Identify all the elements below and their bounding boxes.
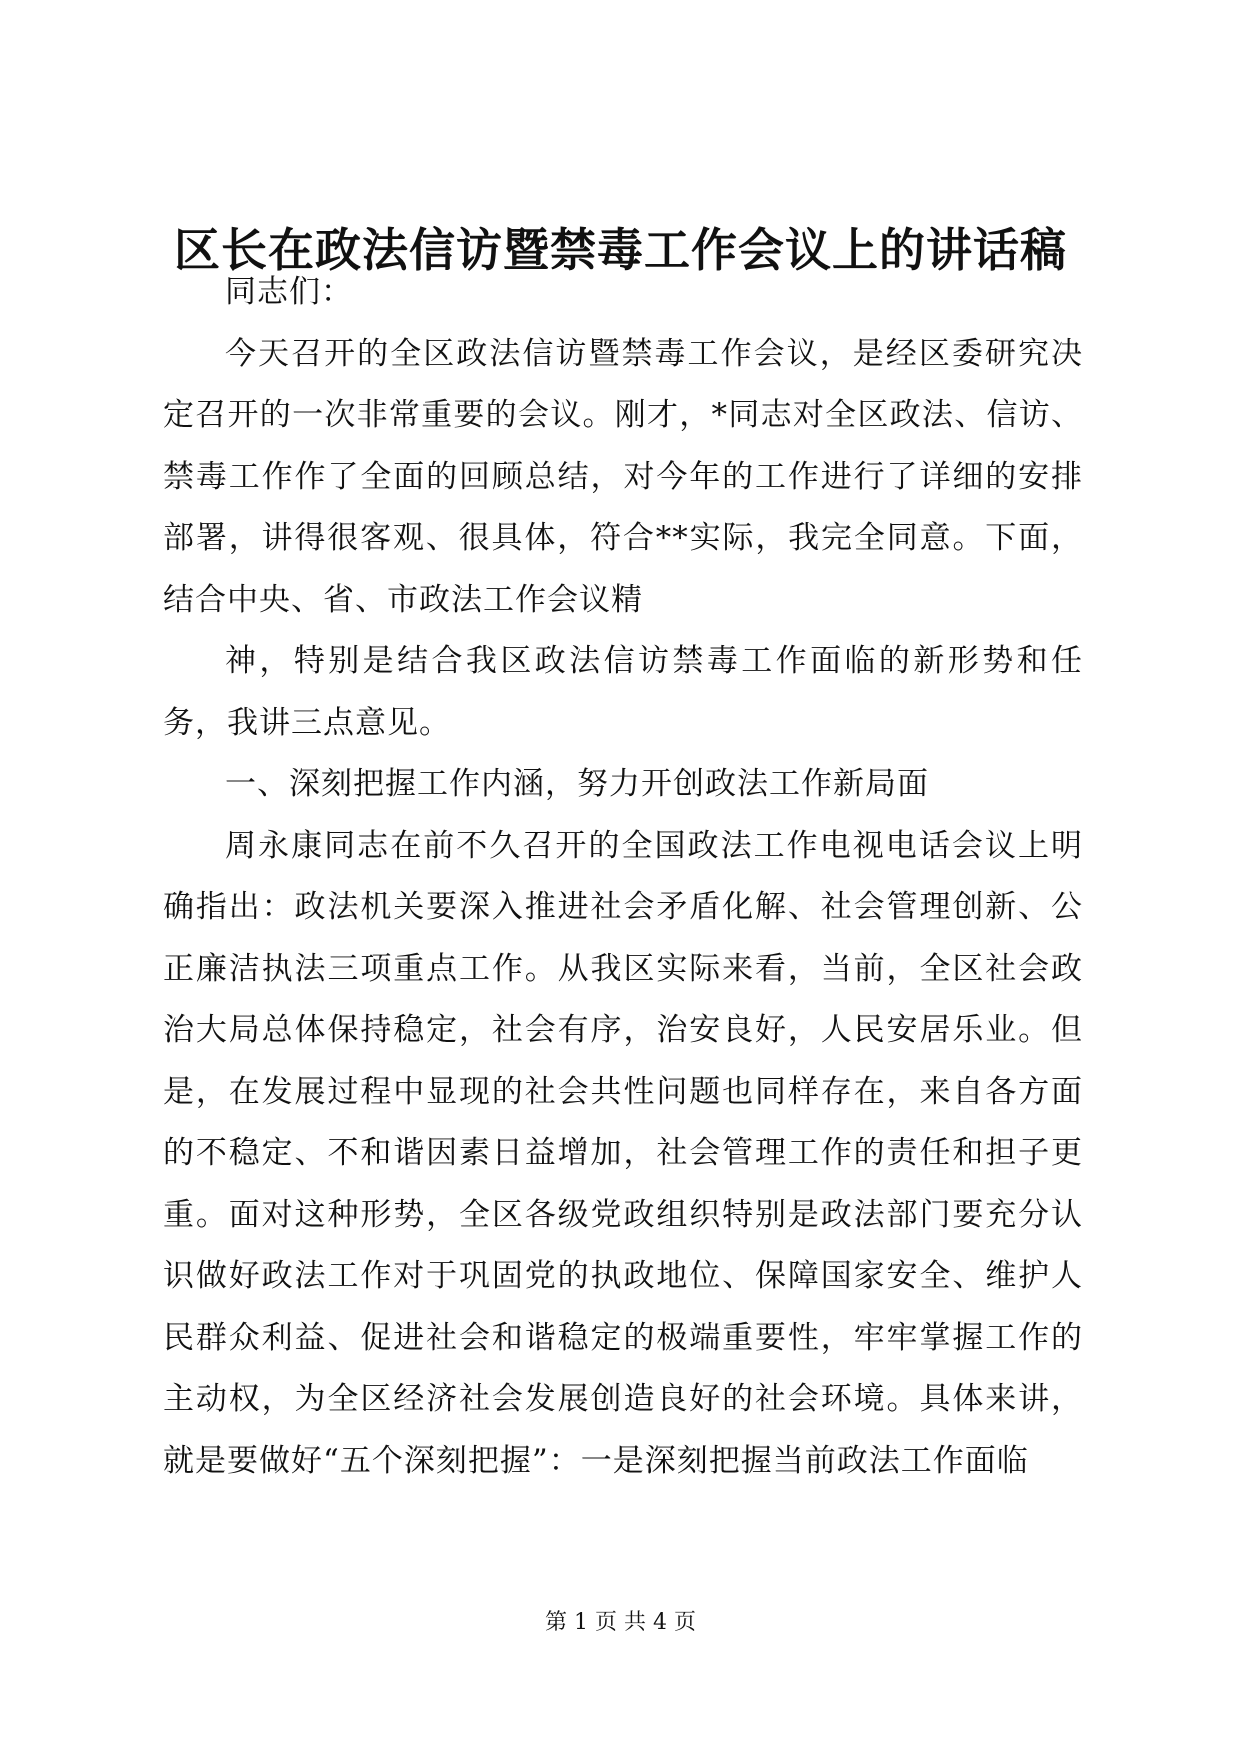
paragraph-opening: 今天召开的全区政法信访暨禁毒工作会议，是经区委研究决定召开的一次非常重要的会议。刚才，*同志对全区政法、信访、禁毒工作作了全面的回顾总结，对今年的工作进行了详细的安排部署，讲得很客观、很具体，符合**实际，我完全同意。下面，结合中央、省、市政法工作会议精 [163,335,1083,618]
paragraph-section-one-body: 周永康同志在前不久召开的全国政法工作电视电话会议上明确指出：政法机关要深入推进社会矛盾化解、社会管理创新、公正廉洁执法三项重点工作。从我区实际来看，当前，全区社会政治大局总体保持稳定，社会有序，治安良好，人民安居乐业。但是，在发展过程中显现的社会共性问题也同样存在，来自各方面的不稳定、不和谐因素日益增加，社会管理工作的责任和担子更重。面对这种形势，全区各级党政组织特别是政法部门要充分认识做好政法工作对于巩固党的执政地位、保障国家安全、维护人民群众利益、促进社会和谐稳定的极端重要性，牢牢掌握工作的主动权，为全区经济社会发展创造良好的社会环境。具体来讲，就是要做好“五个深刻把握”：一是深刻把握当前政法工作面临 [163,827,1083,1479]
section-heading-one: 一、深刻把握工作内涵，努力开创政法工作新局面 [225,766,929,802]
page-number-footer: 第 1 页 共 4 页 [545,1610,696,1635]
document-body [163,262,1083,1492]
paragraph-salutation: 同志们： [225,274,353,310]
paragraph-continuation: 神，特别是结合我区政法信访禁毒工作面临的新形势和任务，我讲三点意见。 [163,643,1083,741]
document-title: 区长在政法信访暨禁毒工作会议上的讲话稿 [174,223,1067,277]
